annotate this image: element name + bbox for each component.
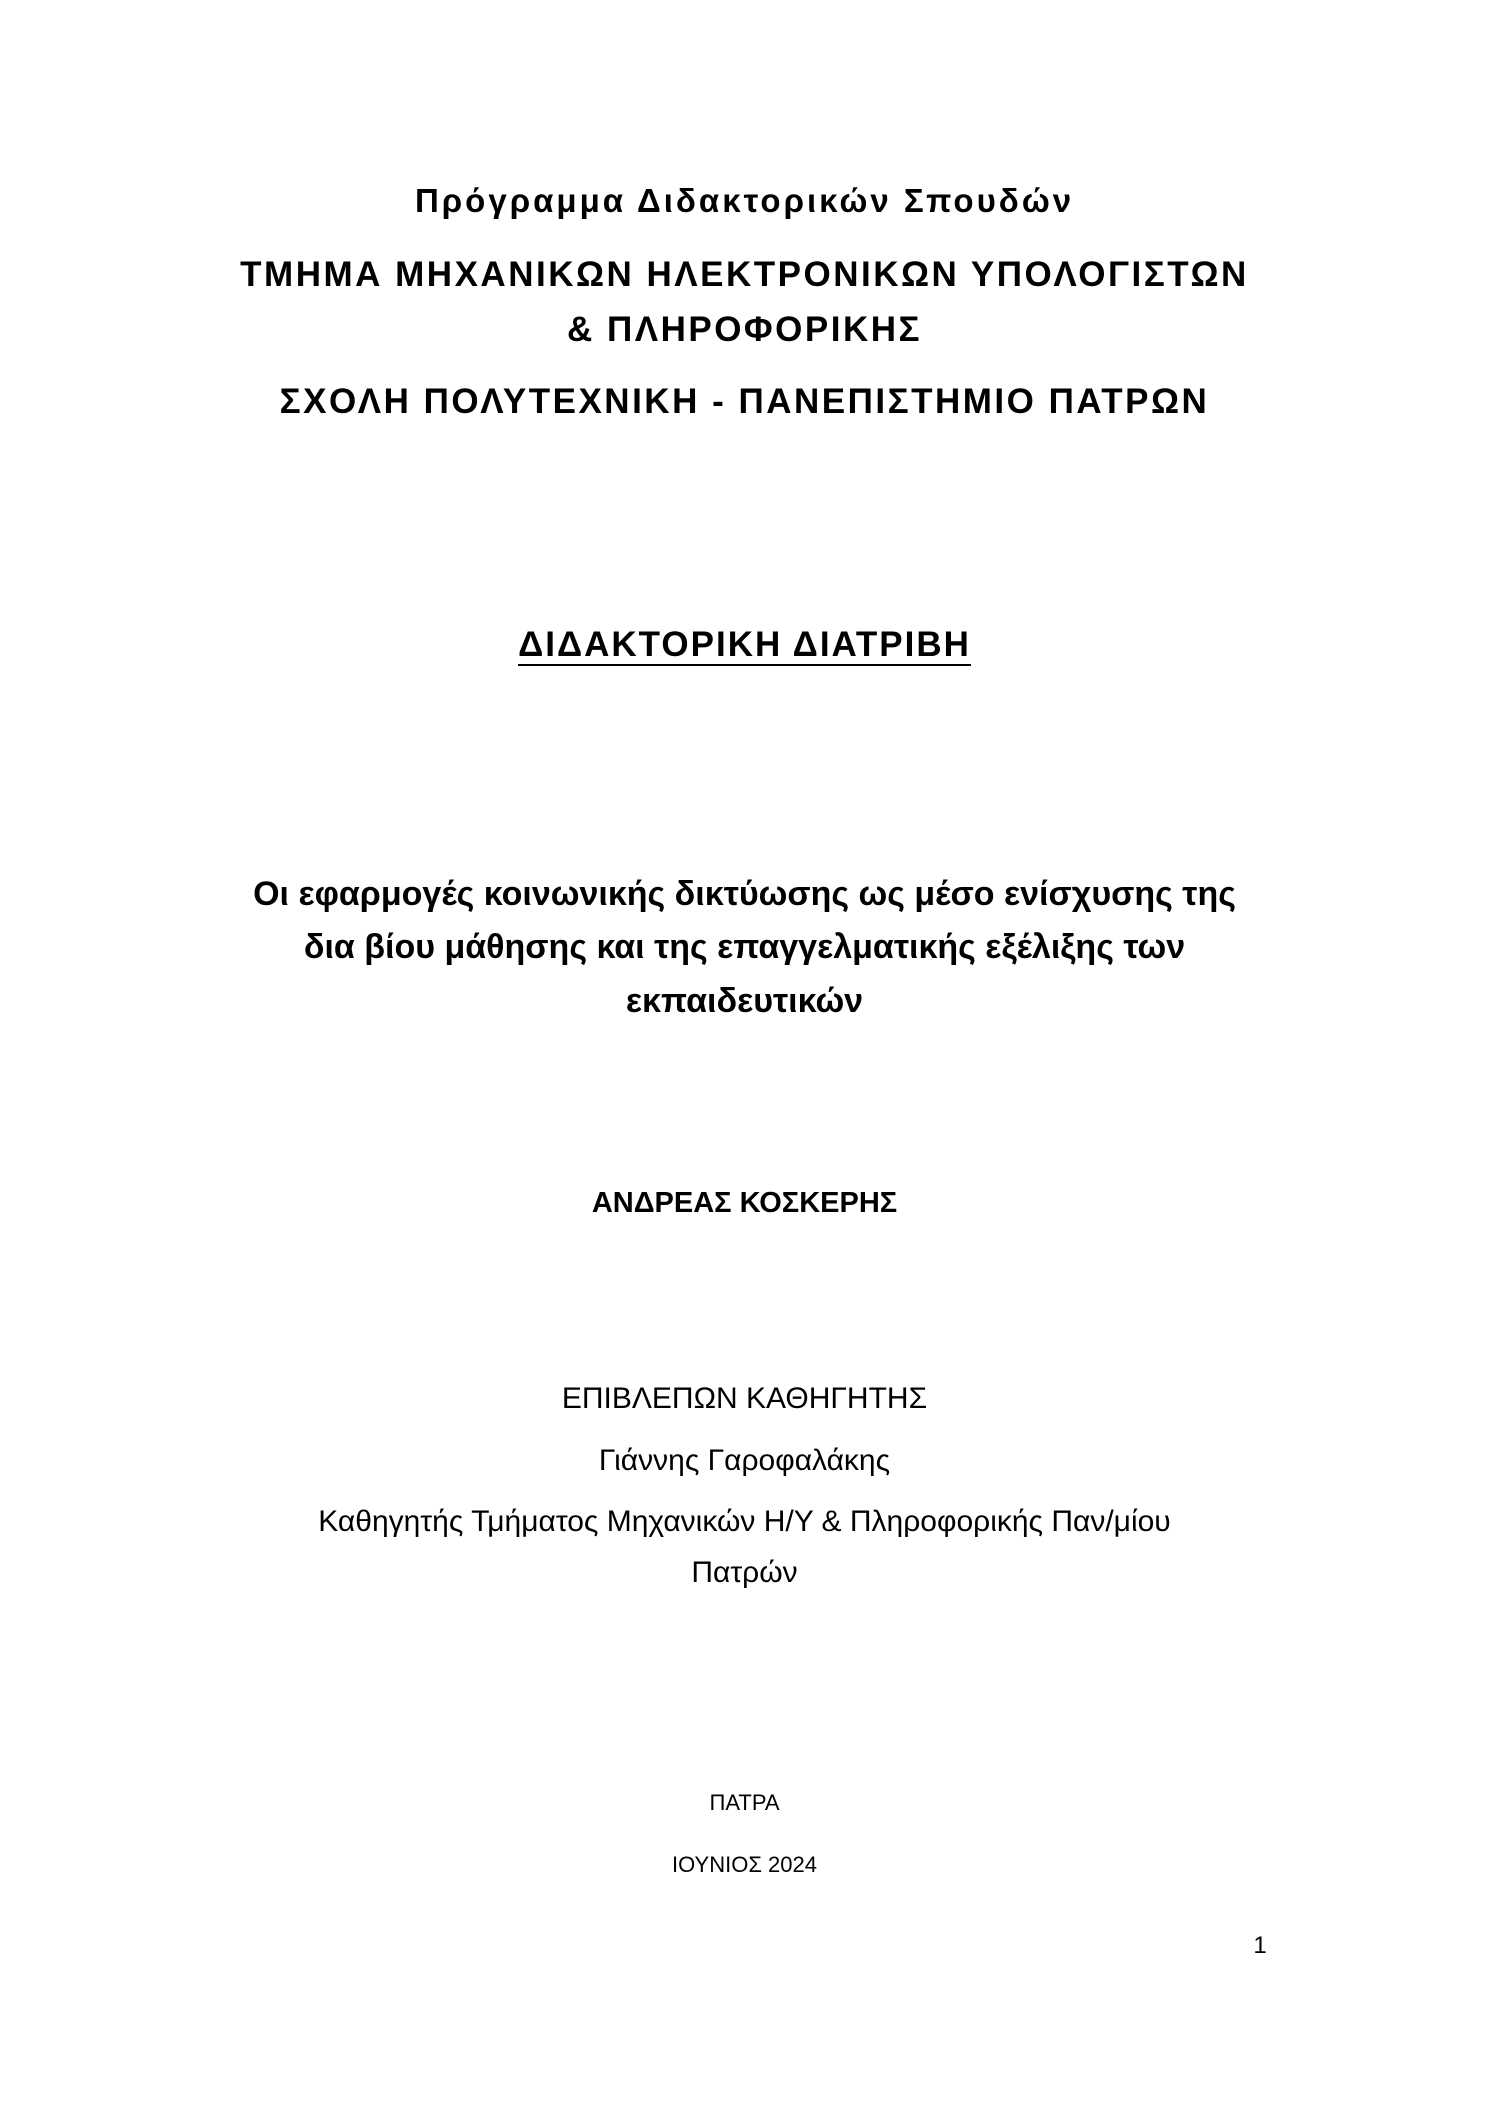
school-heading: ΣΧΟΛΗ ΠΟΛΥΤΕΧΝΙΚΗ - ΠΑΝΕΠΙΣΤΗΜΙΟ ΠΑΤΡΩΝ (279, 382, 1210, 421)
author-name: ΑΝΔΡΕΑΣ ΚΟΣΚΕΡΗΣ (591, 1187, 898, 1219)
thesis-type-text: ΔΙΔΑΚΤΟΡΙΚΗ ΔΙΑΤΡΙΒΗ (518, 625, 971, 664)
thesis-title-line-1: Οι εφαρμογές κοινωνικής δικτύωσης ως μέσο ενίσχυσης της (253, 875, 1236, 913)
thesis-title-line-3: εκπαιδευτικών (625, 982, 864, 1020)
supervisor-name: Γιάννης Γαροφαλάκης (598, 1444, 891, 1477)
supervisor-affiliation-line-1: Καθηγητής Τμήματος Μηχανικών Η/Υ & Πληροφορικής Παν/μίου (318, 1505, 1171, 1538)
program-heading: Πρόγραμμα Διδακτορικών Σπουδών (414, 182, 1075, 219)
place: ΠΑΤΡΑ (709, 1790, 780, 1815)
department-heading-line-2: & ΠΛΗΡΟΦΟΡΙΚΗΣ (566, 310, 923, 349)
page-number: 1 (1253, 1932, 1267, 1959)
thesis-title-line-2: δια βίου μάθησης και της επαγγελματικής εξέλιξης των (303, 928, 1186, 966)
department-heading-line-1: ΤΜΗΜΑ ΜΗΧΑΝΙΚΩΝ ΗΛΕΚΤΡΟΝΙΚΩΝ ΥΠΟΛΟΓΙΣΤΩΝ (240, 255, 1249, 294)
supervisor-label: ΕΠΙΒΛΕΠΩΝ ΚΑΘΗΓΗΤΗΣ (561, 1382, 928, 1415)
date: ΙΟΥΝΙΟΣ 2024 (672, 1852, 817, 1877)
thesis-type-heading (0, 625, 1489, 665)
supervisor-affiliation-line-2: Πατρών (691, 1556, 798, 1589)
